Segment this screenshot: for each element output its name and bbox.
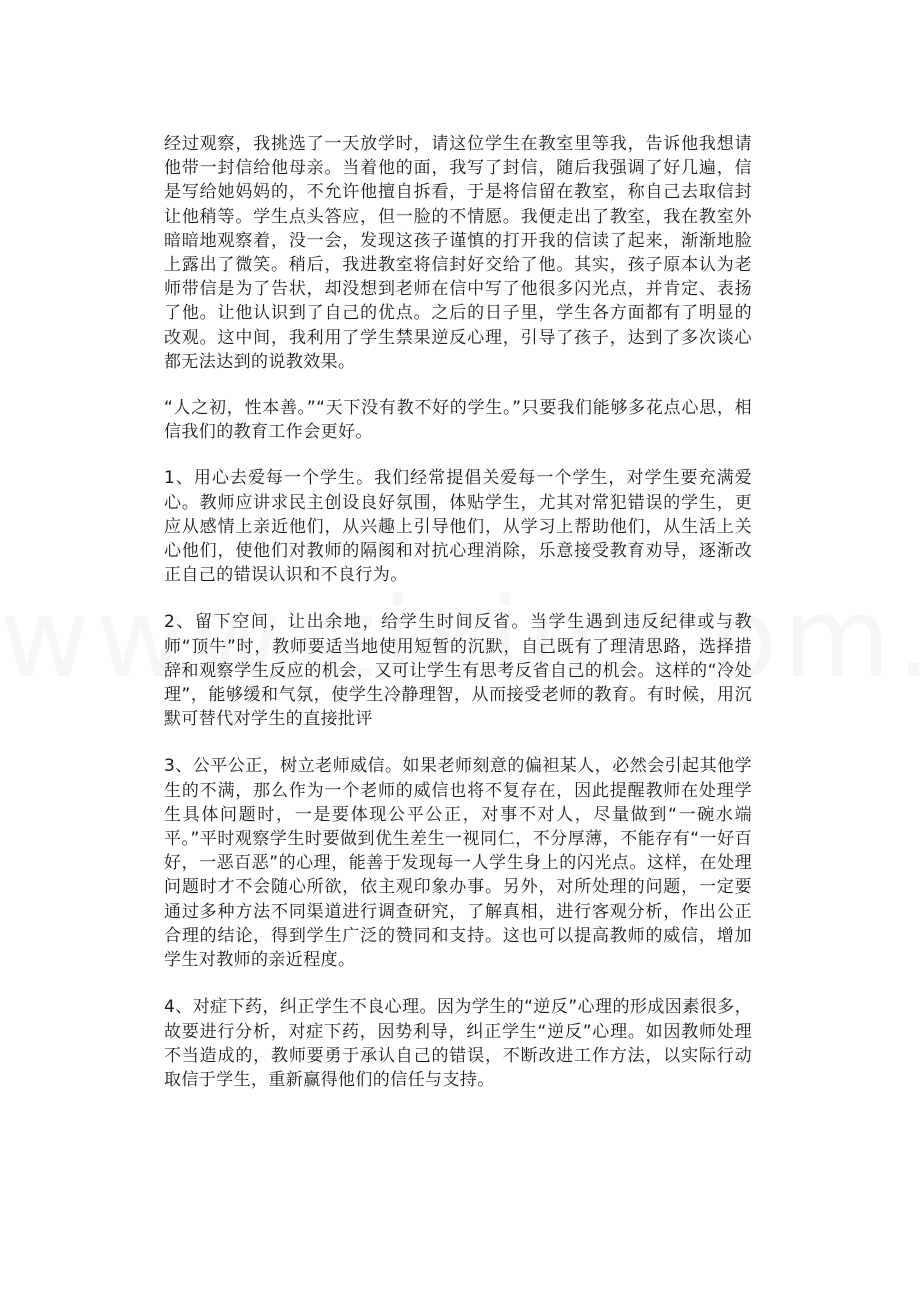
paragraph-point-2: 2、留下空间，让出余地，给学生时间反省。当学生遇到违反纪律或与教师“顶牛”时，教师要适当地使用短暂的沉默，自己既有了理清思路，选择措辞和观察学生反应的机会，又可让学生有思考反省自己的机会。这样的“冷处理”，能够缓和气氛，使学生冷静理智，从而接受老师的教育。有时候，用沉默可替代对学生的直接批评: [164, 612, 752, 730]
paragraph-quote: “人之初，性本善。”“天下没有教不好的学生。”只要我们能够多花点心思，相信我们的教育工作会更好。: [164, 398, 752, 443]
paragraph-point-3: 3、公平公正，树立老师威信。如果老师刻意的偏袒某人，必然会引起其他学生的不满，那么作为一个老师的威信也将不复存在，因此提醒教师在处理学生具体问题时，一是要体现公平公正，对事不对人，尽量做到“一碗水端平。”平时观察学生时要做到优生差生一视同仁，不分厚薄，不能存有“一好百好，一恶百恶”的心理，能善于发现每一人学生身上的闪光点。这样，在处理问题时才不会随心所欲，依主观印象办事。另外，对所处理的问题，一定要通过多种方法不同渠道进行调查研究，了解真相，进行客观分析，作出公正合理的结论，得到学生广泛的赞同和支持。这也可以提高教师的威信，增加学生对教师的亲近程度。: [164, 756, 752, 971]
paragraph-point-4: 4、对症下药，纠正学生不良心理。因为学生的“逆反”心理的形成因素很多，故要进行分析，对症下药，因势利导，纠正学生“逆反”心理。如因教师处理不当造成的，教师要勇于承认自己的错误，不断改进工作方法，以实际行动取信于学生，重新赢得他们的信任与支持。: [164, 997, 752, 1090]
document-body: [164, 132, 752, 1092]
paragraph-point-1: 1、用心去爱每一个学生。我们经常提倡关爱每一个学生，对学生要充满爱心。教师应讲求民主创设良好氛围，体贴学生，尤其对常犯错误的学生，更应从感情上亲近他们，从兴趣上引导他们，从学习上帮助他们，从生活上关心他们，使他们对教师的隔阂和对抗心理消除，乐意接受教育劝导，逐渐改正自己的错误认识和不良行为。: [164, 468, 752, 586]
paragraph-observation-story: 经过观察，我挑选了一天放学时，请这位学生在教室里等我，告诉他我想请他带一封信给他母亲。当着他的面，我写了封信，随后我强调了好几遍，信是写给她妈妈的，不允许他擅自拆看，于是将信留在教室，称自己去取信封让他稍等。学生点头答应，但一脸的不情愿。我便走出了教室，我在教室外暗暗地观察着，没一会，发现这孩子谨慎的打开我的信读了起来，渐渐地脸上露出了微笑。稍后，我进教室将信封好交给了他。其实，孩子原本认为老师带信是为了告状，却没想到老师在信中写了他很多闪光点，并肯定、表扬了他。让他认识到了自己的优点。之后的日子里，学生各方面都有了明显的改观。这中间，我利用了学生禁果逆反心理，引导了孩子，达到了多次谈心都无法达到的说教效果。: [164, 134, 752, 372]
